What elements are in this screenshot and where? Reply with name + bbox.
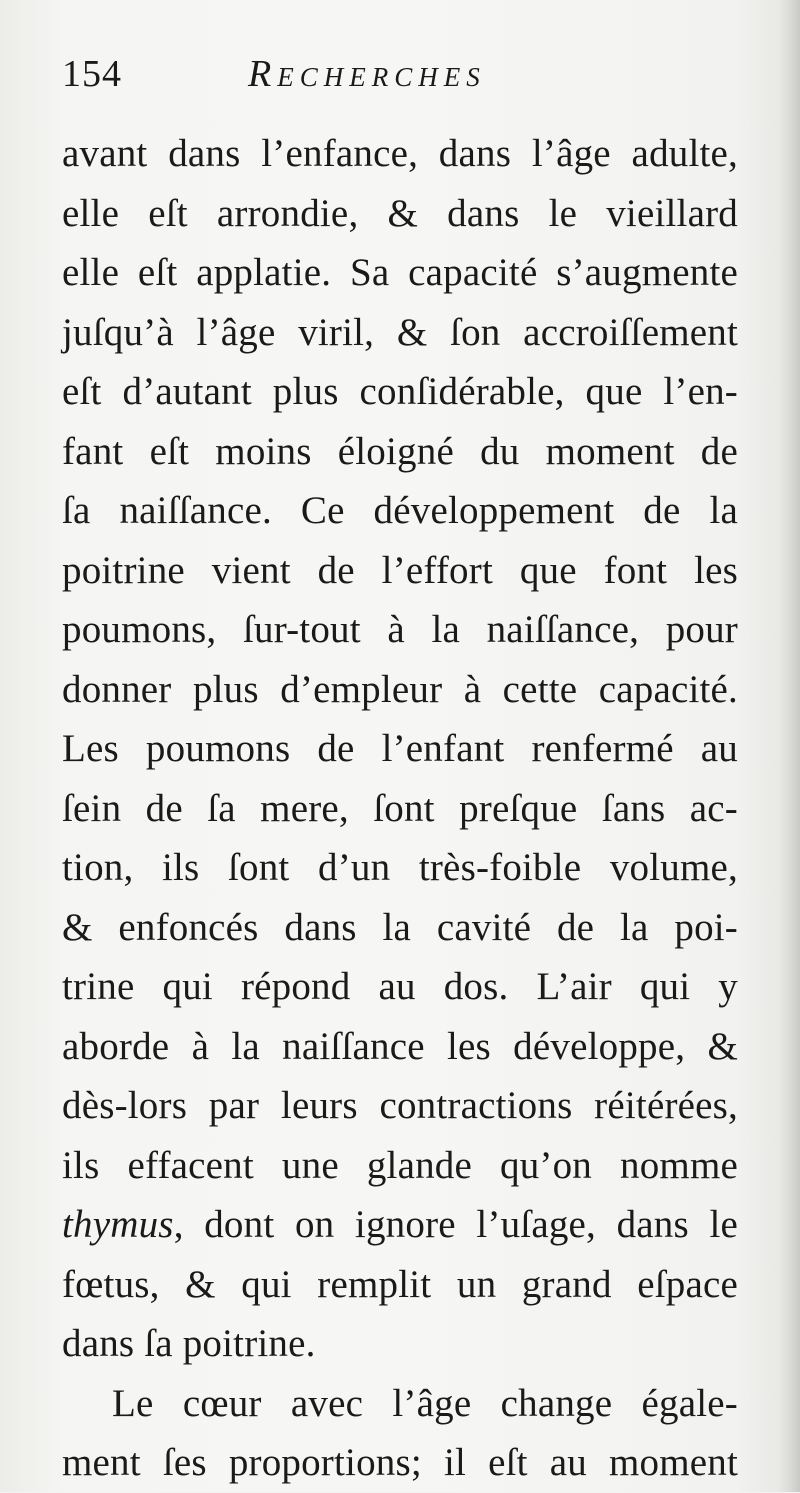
text-line: tion, ils ſont d’un très-foible volume, [62,846,738,889]
text-line: elle eſt arrondie, & dans le vieillard [62,191,738,235]
latin-term: thymus [62,1203,174,1246]
text-line: fant eſt moins éloigné du moment de [62,429,738,473]
body-text [62,124,738,1493]
text-line: ſa naiſſance. Ce développement de la [62,489,738,532]
text-line [62,1195,738,1255]
text-line: & enfoncés dans la cavité de la poi- [62,905,738,949]
text-line: ils effacent une glande qu’on nomme [62,1143,738,1187]
page-number: 154 [62,53,122,95]
page-header [62,52,752,102]
text-line: poitrine vient de l’effort que font les [62,548,738,592]
text-line: trine qui répond au dos. L’air qui y [62,965,738,1008]
text-line: Les poumons de l’enfant renfermé au [62,727,738,770]
page-edge-shadow [778,0,800,1492]
text-line: dès-lors par leurs contractions réitérées, [62,1084,738,1127]
text-line: elle eſt applatie. Sa capacité s’augmente [62,251,738,294]
text-line: eſt d’autant plus conſidérable, que l’en- [62,370,738,413]
text-line: donner plus d’empleur à cette capacité. [62,667,738,711]
running-head: Recherches [248,53,486,95]
paragraph-start-line: Le cœur avec l’âge change égale- [112,1381,738,1425]
text-line: aborde à la naiſſance les développe, & [62,1024,738,1068]
text-line: avant dans l’enfance, dans l’âge adulte, [62,132,738,175]
paragraph-end-line: dans ſa poitrine. [62,1322,316,1365]
text-line: poumons, ſur-tout à la naiſſance, pour [62,608,738,651]
text-line: ment ſes proportions; il eſt au moment [62,1441,738,1484]
text-line: fœtus, & qui remplit un grand eſpace [62,1262,738,1306]
text-line: juſqu’à l’âge viril, & ſon accroiſſement [62,310,738,354]
text-line: ſein de ſa mere, ſont preſque ſans ac- [62,786,738,830]
text-line-rest: , dont on ignore l’uſage, dans le [173,1203,738,1246]
